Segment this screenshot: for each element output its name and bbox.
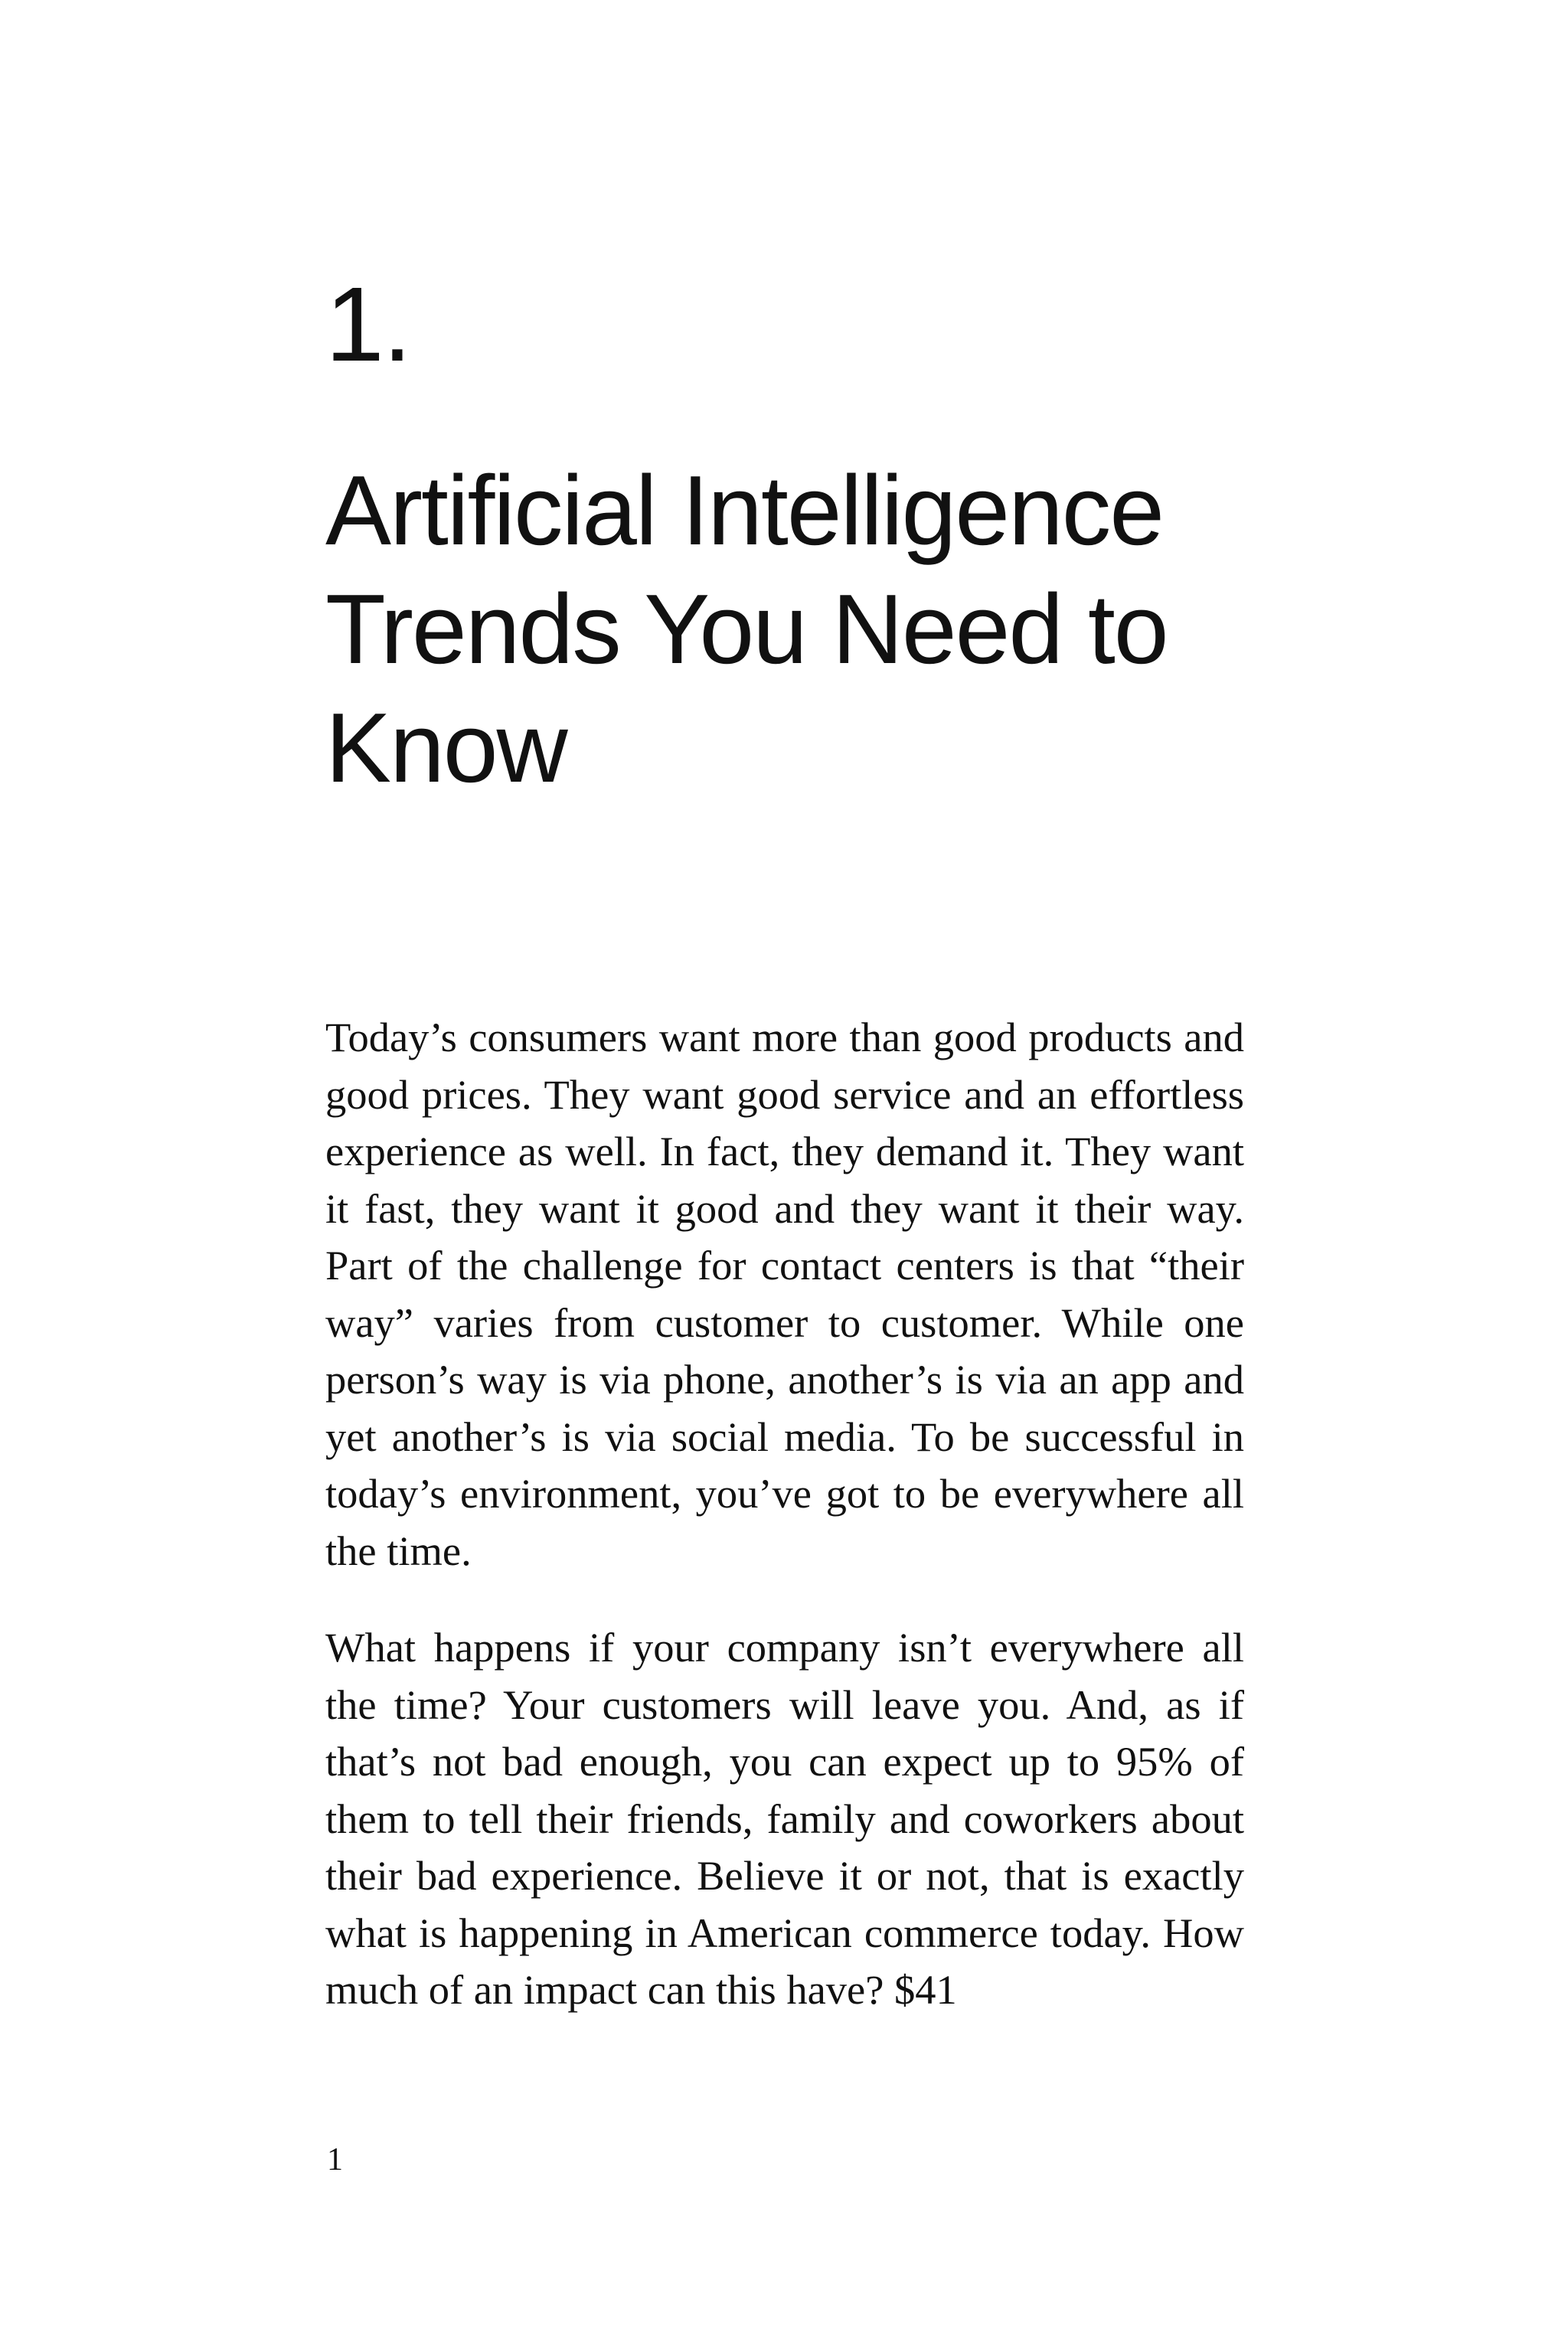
body-paragraph-1: Today’s consumers want more than good products and good prices. They want good service and an effortless experience as well. In fact, they demand it. They want it fast, they want it good and they want it their way. Part of the challenge for contact centers is that “their way” varies from customer to customer. While one person’s way is via phone, another’s is via an app and yet another’s is via social media. To be successful in today’s environment, you’ve got to be everywhere all the time. [325,1014,1244,1574]
chapter-number: 1. [325,266,411,384]
chapter-body [325,1009,1244,2059]
chapter-title: Artificial Intelligence Trends You Need to Know [325,456,1168,803]
body-paragraph-2: What happens if your company isn’t everywhere all the time? Your customers will leave you. And, as if that’s not bad enough, you can expect up to 95% of them to tell their friends, family and coworkers about their bad experience. Believe it or not, that is exactly what is happening in American commerce today. How much of an impact can this have? $41 [325,1624,1244,2013]
page-number: 1 [327,2142,343,2177]
